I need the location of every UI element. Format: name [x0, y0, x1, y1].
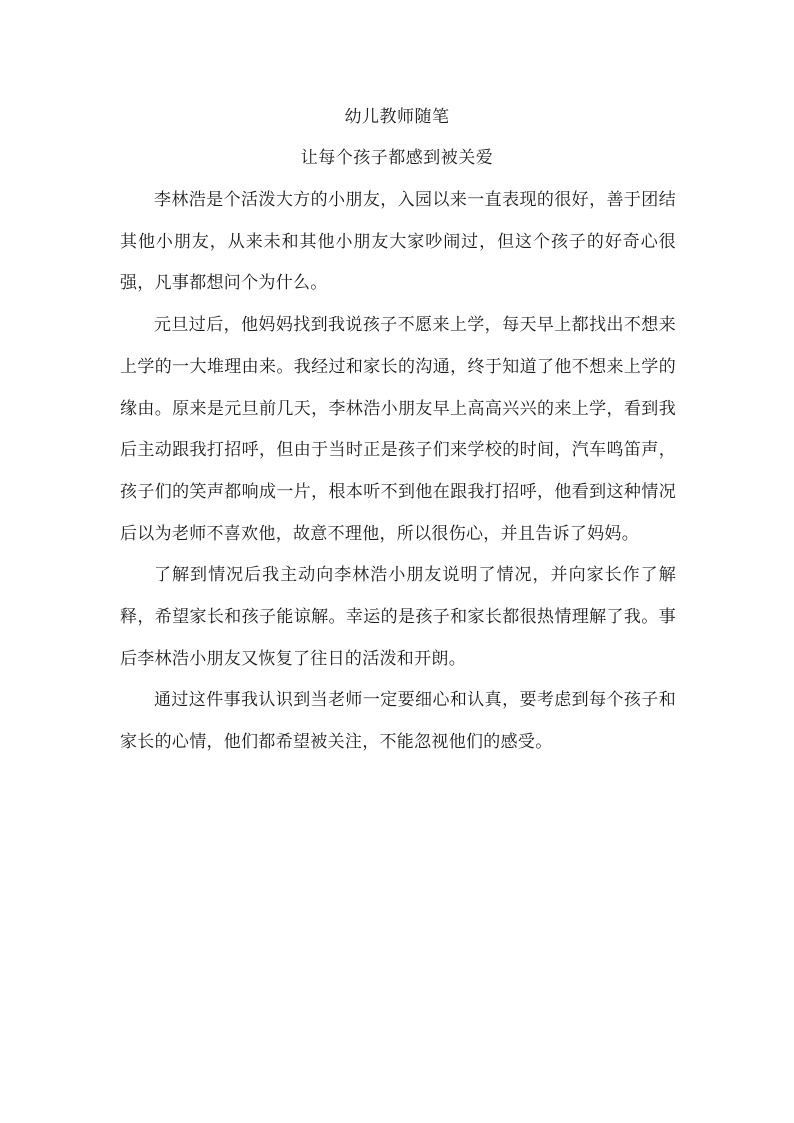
paragraph-3: 了解到情况后我主动向李林浩小朋友说明了情况，并向家长作了解释，希望家长和孩子能谅解。幸运的是孩子和家长都很热情理解了我。事后李林浩小朋友又恢复了往日的活泼和开朗。: [120, 565, 676, 669]
document-title: 幼儿教师随笔: [344, 107, 450, 127]
document-subtitle: 让每个孩子都感到被关爱: [300, 148, 494, 168]
document-body: [120, 180, 676, 764]
paragraph-2: 元旦过后，他妈妈找到我说孩子不愿来上学，每天早上都找出不想来上学的一大堆理由来。我经过和家长的沟通，终于知道了他不想来上学的缘由。原来是元旦前几天，李林浩小朋友早上高高兴兴的来上学，看到我后主动跟我打招呼，但由于当时正是孩子们来学校的时间，汽车鸣笛声，孩子们的笑声都响成一片，根本听不到他在跟我打招呼，他看到这种情况后以为老师不喜欢他，故意不理他，所以很伤心，并且告诉了妈妈。: [120, 315, 676, 544]
paragraph-4: 通过这件事我认识到当老师一定要细心和认真，要考虑到每个孩子和家长的心情，他们都希望被关注，不能忽视他们的感受。: [120, 690, 676, 753]
paragraph-1: 李林浩是个活泼大方的小朋友，入园以来一直表现的很好，善于团结其他小朋友，从来未和其他小朋友大家吵闹过，但这个孩子的好奇心很强，凡事都想问个为什么。: [120, 190, 676, 294]
